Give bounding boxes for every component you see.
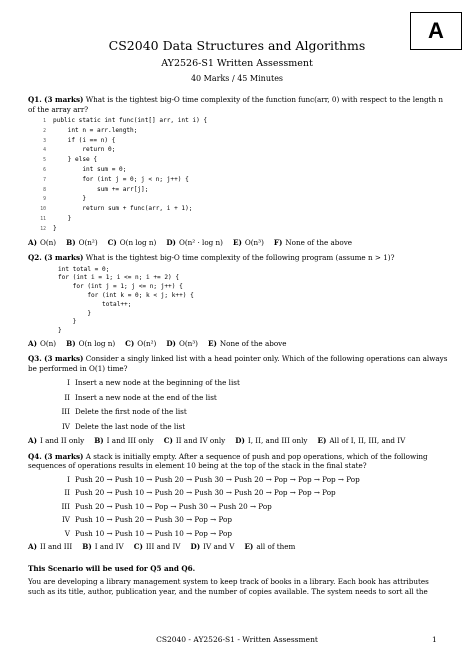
question-4-text xyxy=(28,452,448,471)
option-text: O(n²) xyxy=(137,338,157,348)
sequence-item xyxy=(56,502,448,512)
question-number: Q3. xyxy=(28,354,42,364)
code-line xyxy=(36,225,448,235)
options-q1 xyxy=(28,238,448,248)
statement-text: Delete the last node of the list xyxy=(75,421,186,431)
option-text: O(n³) xyxy=(178,338,198,348)
roman-numeral: III xyxy=(61,501,70,511)
answer-option xyxy=(274,238,352,248)
option-label: B) xyxy=(82,542,92,552)
line-number: 7 xyxy=(43,177,46,183)
option-text: O(n²) xyxy=(78,237,98,247)
option-text: None of the above xyxy=(285,237,353,247)
answer-option xyxy=(108,238,157,248)
line-number: 12 xyxy=(40,226,46,232)
option-label: C) xyxy=(163,436,173,446)
code-text: for (int j = 0; j < n; j++) { xyxy=(53,175,189,183)
code-line xyxy=(58,310,448,319)
answer-option xyxy=(317,436,405,446)
code-line xyxy=(58,327,448,336)
answer-option xyxy=(233,238,264,248)
code-block-q2 xyxy=(36,266,448,336)
sequence-text: Push 10 → Push 20 → Push 30 → Pop → Pop xyxy=(75,515,232,525)
question-body: What is the tightest big-O time complexity of the following program (assume n > 1)? xyxy=(85,253,395,263)
code-line xyxy=(36,117,448,127)
answer-option xyxy=(164,436,226,446)
option-text: All of I, II, III, and IV xyxy=(329,436,406,446)
option-label: E) xyxy=(317,436,327,446)
answer-option xyxy=(208,339,287,349)
code-line xyxy=(36,166,448,176)
roman-numeral: II xyxy=(64,488,70,498)
line-number: 1 xyxy=(43,119,46,124)
question-marks: (3 marks) xyxy=(44,354,84,364)
option-label: D) xyxy=(190,542,201,552)
question-number: Q1. xyxy=(28,95,42,104)
code-line xyxy=(36,205,448,215)
question-body: Consider a singly linked list with a head pointer only. Which of the following operations can always be performed in O(1) time? xyxy=(28,354,448,373)
line-number: 11 xyxy=(40,216,46,222)
option-label: A) xyxy=(28,338,37,348)
option-text: O(n³) xyxy=(244,237,264,247)
sequence-item xyxy=(56,475,448,485)
code-line xyxy=(58,318,448,327)
code-text: } xyxy=(53,195,87,203)
code-line xyxy=(58,301,448,310)
answer-option xyxy=(28,542,72,552)
option-text: I and III only xyxy=(106,436,154,446)
question-body: A stack is initially empty. After a sequence of push and pop operations, which of the following sequences of operations results in element 10 being at the top of the stack in the final state? xyxy=(28,451,428,471)
options-q3 xyxy=(28,436,448,446)
assessment-title: AY2526-S1 Written Assessment xyxy=(161,58,313,69)
answer-option xyxy=(28,238,56,248)
code-line xyxy=(58,266,448,275)
sequence-text: Push 20 → Push 10 → Push 20 → Push 30 → Push 20 → Pop → Pop → Pop xyxy=(75,488,336,498)
answer-option xyxy=(28,339,56,349)
code-line xyxy=(58,283,448,292)
roman-numeral: I xyxy=(67,378,70,388)
option-text: O(n) xyxy=(39,237,57,247)
answer-option xyxy=(190,542,234,552)
version-letter: A xyxy=(428,18,444,43)
line-number: 5 xyxy=(43,158,46,164)
option-label: C) xyxy=(133,542,143,552)
question-marks: (3 marks) xyxy=(44,451,84,461)
code-line xyxy=(58,292,448,301)
question-number: Q2. xyxy=(28,253,42,263)
answer-option xyxy=(82,542,123,552)
code-line xyxy=(36,156,448,166)
code-text: } else { xyxy=(53,156,98,164)
option-label: E) xyxy=(244,542,254,552)
option-label: A) xyxy=(28,436,37,446)
option-label: E) xyxy=(207,338,217,348)
option-label: A) xyxy=(28,237,37,247)
line-number: 2 xyxy=(43,128,46,134)
scenario-text: You are developing a library management system to keep track of books in a library. Each book has attributes such as its title, author, publication year, and the number of copies available. The system needs to sort all the xyxy=(28,577,429,596)
option-text: I, II, and III only xyxy=(247,436,308,446)
code-text: for (int j = 1; j <= n; j++) { xyxy=(58,283,183,291)
line-number: 8 xyxy=(43,187,46,193)
code-text: } xyxy=(53,214,72,222)
code-line xyxy=(36,127,448,137)
code-text: } xyxy=(53,224,57,232)
roman-numeral: IV xyxy=(61,515,70,525)
code-line xyxy=(36,137,448,147)
option-label: D) xyxy=(166,338,176,348)
statement-item xyxy=(56,422,448,432)
option-text: I and II only xyxy=(39,436,85,446)
statements-q3 xyxy=(56,378,448,431)
sequence-text: Push 20 → Push 10 → Pop → Push 30 → Push 20 → Pop xyxy=(75,501,272,511)
roman-numeral: II xyxy=(64,392,70,402)
sequence-item xyxy=(56,515,448,525)
answer-option xyxy=(166,339,198,349)
option-label: A) xyxy=(28,542,37,552)
option-label: E) xyxy=(232,237,242,247)
roman-numeral: V xyxy=(64,528,70,538)
option-text: O(n² · log n) xyxy=(178,237,223,247)
statement-text: Delete the first node of the list xyxy=(75,407,187,417)
options-q4 xyxy=(28,542,448,552)
line-number: 4 xyxy=(43,148,46,154)
question-1-text xyxy=(28,95,448,114)
code-line xyxy=(36,215,448,225)
option-label: B) xyxy=(66,237,76,247)
question-marks: (3 marks) xyxy=(44,95,84,104)
questions xyxy=(28,95,448,596)
code-text: if (i == n) { xyxy=(53,136,116,144)
answer-option xyxy=(66,238,98,248)
code-text: sum += arr[j]; xyxy=(53,185,149,193)
answer-option xyxy=(66,339,115,349)
course-title: CS2040 Data Structures and Algorithms xyxy=(108,38,366,53)
statement-text: Insert a new node at the beginning of the list xyxy=(75,378,240,388)
line-number: 9 xyxy=(43,197,46,203)
option-text: all of them xyxy=(256,542,296,552)
question-2 xyxy=(28,253,448,348)
statement-item xyxy=(56,378,448,388)
statement-text: Insert a new node at the end of the list xyxy=(75,392,217,402)
roman-numeral: I xyxy=(67,474,70,484)
code-text: for (int k = 0; k < j; k++) { xyxy=(58,291,194,299)
statement-item xyxy=(56,393,448,403)
sequences-q4 xyxy=(56,475,448,539)
answer-option xyxy=(28,436,84,446)
code-text: } xyxy=(58,318,77,326)
option-label: D) xyxy=(235,436,245,446)
question-4 xyxy=(28,452,448,552)
roman-numeral: IV xyxy=(61,421,70,431)
roman-numeral: III xyxy=(61,407,70,417)
question-2-text xyxy=(28,253,448,263)
code-block-q1 xyxy=(36,117,448,235)
option-text: II and IV only xyxy=(175,436,226,446)
sequence-item xyxy=(56,529,448,539)
code-text: return sum + func(arr, i + 1); xyxy=(53,205,193,213)
option-label: F) xyxy=(273,237,283,247)
question-1 xyxy=(28,95,448,247)
answer-option xyxy=(134,542,181,552)
code-line xyxy=(36,146,448,156)
code-line xyxy=(58,274,448,283)
footer-text: CS2040 - AY2526-S1 - Written Assessment xyxy=(156,635,318,644)
option-label: C) xyxy=(125,338,135,348)
question-3 xyxy=(28,354,448,446)
option-text: O(n log n) xyxy=(78,338,116,348)
option-text: IV and V xyxy=(203,542,235,552)
option-text: II and III xyxy=(39,542,73,552)
sequence-item xyxy=(56,488,448,498)
answer-option xyxy=(235,436,307,446)
statement-item xyxy=(56,407,448,417)
page-number: 1 xyxy=(432,635,437,644)
code-text: return 0; xyxy=(53,146,116,154)
answer-option xyxy=(94,436,154,446)
answer-option xyxy=(125,339,156,349)
code-text: for (int i = 1; i <= n; i += 2) { xyxy=(58,274,180,282)
code-line xyxy=(36,176,448,186)
answer-option xyxy=(244,542,295,552)
question-3-text xyxy=(28,354,448,373)
marks-time: 40 Marks / 45 Minutes xyxy=(190,74,284,83)
answer-option xyxy=(166,238,223,248)
option-label: C) xyxy=(107,237,117,247)
code-line xyxy=(36,186,448,196)
option-text: O(n log n) xyxy=(119,237,157,247)
option-label: D) xyxy=(166,237,176,247)
code-text: int sum = 0; xyxy=(53,165,127,173)
code-text: int total = 0; xyxy=(58,265,110,273)
line-number: 6 xyxy=(43,167,46,173)
question-body: What is the tightest big-O time complexity of the function func(arr, 0) with respect to the length n of the array arr? xyxy=(28,95,444,114)
sequence-text: Push 20 → Push 10 → Push 20 → Push 30 → Push 20 → Pop → Pop → Pop → Pop xyxy=(75,474,360,484)
code-text: } xyxy=(58,309,92,317)
code-text: } xyxy=(58,327,62,335)
sequence-text: Push 10 → Push 10 → Push 10 → Pop → Pop xyxy=(75,528,232,538)
option-label: B) xyxy=(66,338,76,348)
scenario-title: This Scenario will be used for Q5 and Q6. xyxy=(28,563,196,573)
code-text: total++; xyxy=(58,300,132,308)
option-text: I and IV xyxy=(94,542,124,552)
option-text: O(n) xyxy=(39,338,57,348)
code-text: int n = arr.length; xyxy=(53,126,138,134)
question-marks: (3 marks) xyxy=(44,253,84,263)
line-number: 3 xyxy=(43,138,46,144)
option-text: None of the above xyxy=(219,338,287,348)
code-text: public static int func(int[] arr, int i) { xyxy=(53,117,208,124)
options-q2 xyxy=(28,339,448,349)
line-number: 10 xyxy=(40,207,46,213)
option-text: III and IV xyxy=(145,542,181,552)
code-line xyxy=(36,195,448,205)
question-number: Q4. xyxy=(28,451,42,461)
option-label: B) xyxy=(94,436,104,446)
